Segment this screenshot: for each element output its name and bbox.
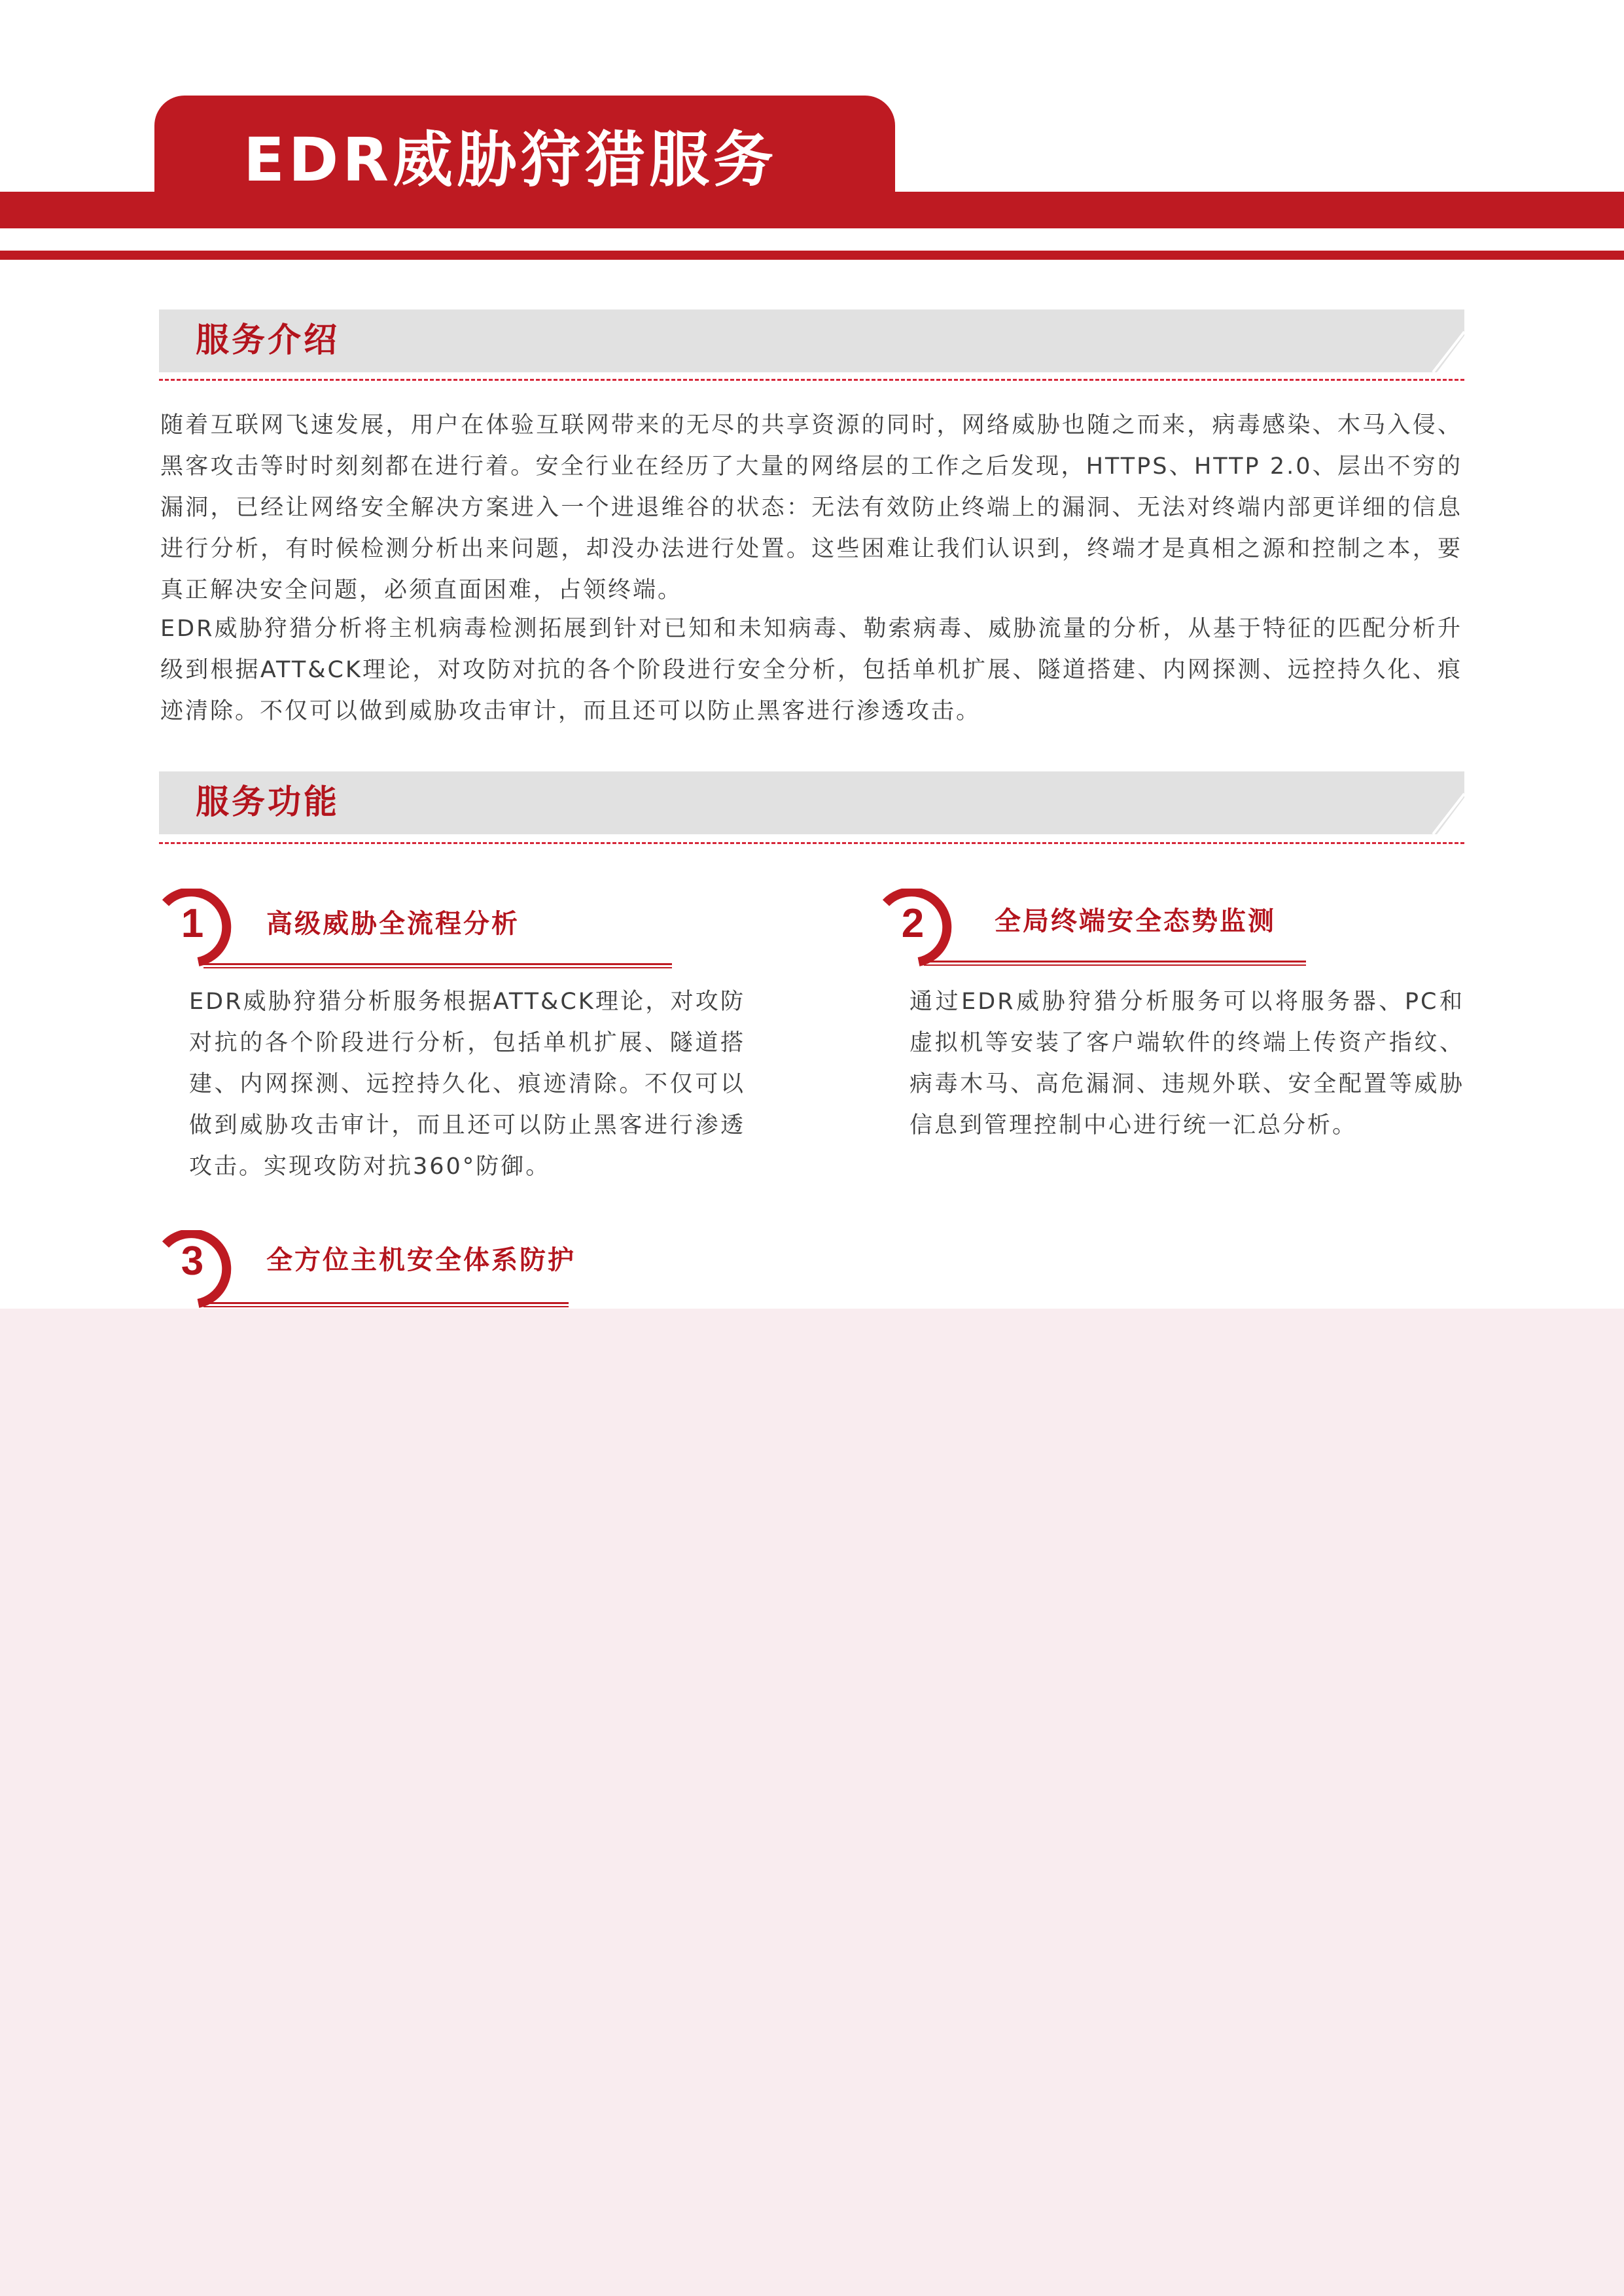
section-title-intro: 服务介绍 <box>196 321 340 360</box>
section-header-intro <box>159 309 1464 372</box>
section-divider-intro <box>159 379 1464 381</box>
section-corner-slash-icon <box>1428 771 1464 834</box>
feature-number: 3 <box>181 1239 204 1284</box>
page-title: EDR威胁狩猎服务 <box>243 125 778 195</box>
intro-paragraph-2: EDR威胁狩猎分析将主机病毒检测拓展到针对已知和未知病毒、勒索病毒、威胁流量的分析，从基于特征的匹配分析升级到根据ATT&CK理论，对攻防对抗的各个阶段进行安全分析，包括单机扩展、隧道搭建、内网探测、远控持久化、痕迹清除。不仅可以做到威胁攻击审计，而且还可以防止黑客进行渗透攻击。 <box>160 616 1462 724</box>
feature-number: 2 <box>901 901 925 946</box>
feature-title: 全方位主机安全体系防护 <box>266 1245 576 1275</box>
feature-item-2 <box>881 889 1470 1150</box>
feature-title-underline <box>924 961 1306 966</box>
feature-body: 通过EDR威胁狩猎分析服务可以将服务器、PC和虚拟机等安装了客户端软件的终端上传资产指纹、病毒木马、高危漏洞、违规外联、安全配置等威胁信息到管理控制中心进行统一汇总分析。 <box>909 989 1464 1139</box>
section-divider-features <box>159 842 1464 844</box>
intro-paragraph-1: 随着互联网飞速发展，用户在体验互联网带来的无尽的共享资源的同时，网络威胁也随之而来，病毒感染、木马入侵、黑客攻击等时时刻刻都在进行着。安全行业在经历了大量的网络层的工作之后发现，HTTPS、HTTP 2.0、层出不穷的漏洞，已经让网络安全解决方案进入一个进退维谷的状态：无法有效防止终端上的漏洞、无法对终端内部更详细的信息进行分析，有时候检测分析出来问题，却没办法进行处置。这些困难让我们认识到，终端才是真相之源和控制之本，要真正解决安全问题，必须直面困难，占领终端。 <box>160 412 1462 603</box>
header-thin-band <box>0 251 1624 260</box>
feature-title: 高级威胁全流程分析 <box>266 909 520 939</box>
feature-body: EDR威胁狩猎分析服务根据ATT&CK理论，对攻防对抗的各个阶段进行分析，包括单机扩展、隧道搭建、内网探测、远控持久化、痕迹清除。不仅可以做到威胁攻击审计，而且还可以防止黑客进行渗透攻击。实现攻防对抗360°防御。 <box>189 989 745 1180</box>
bottom-background-panel <box>0 1309 1624 2296</box>
section-corner-slash-icon <box>1428 309 1464 372</box>
section-title-features: 服务功能 <box>196 783 340 822</box>
section-header-features <box>159 771 1464 834</box>
feature-item-1 <box>160 889 749 1190</box>
feature-number: 1 <box>181 901 204 946</box>
feature-title: 全局终端安全态势监测 <box>995 906 1276 936</box>
feature-item-3 <box>160 1230 749 1311</box>
feature-title-underline <box>203 963 672 968</box>
feature-title-underline <box>203 1302 569 1307</box>
